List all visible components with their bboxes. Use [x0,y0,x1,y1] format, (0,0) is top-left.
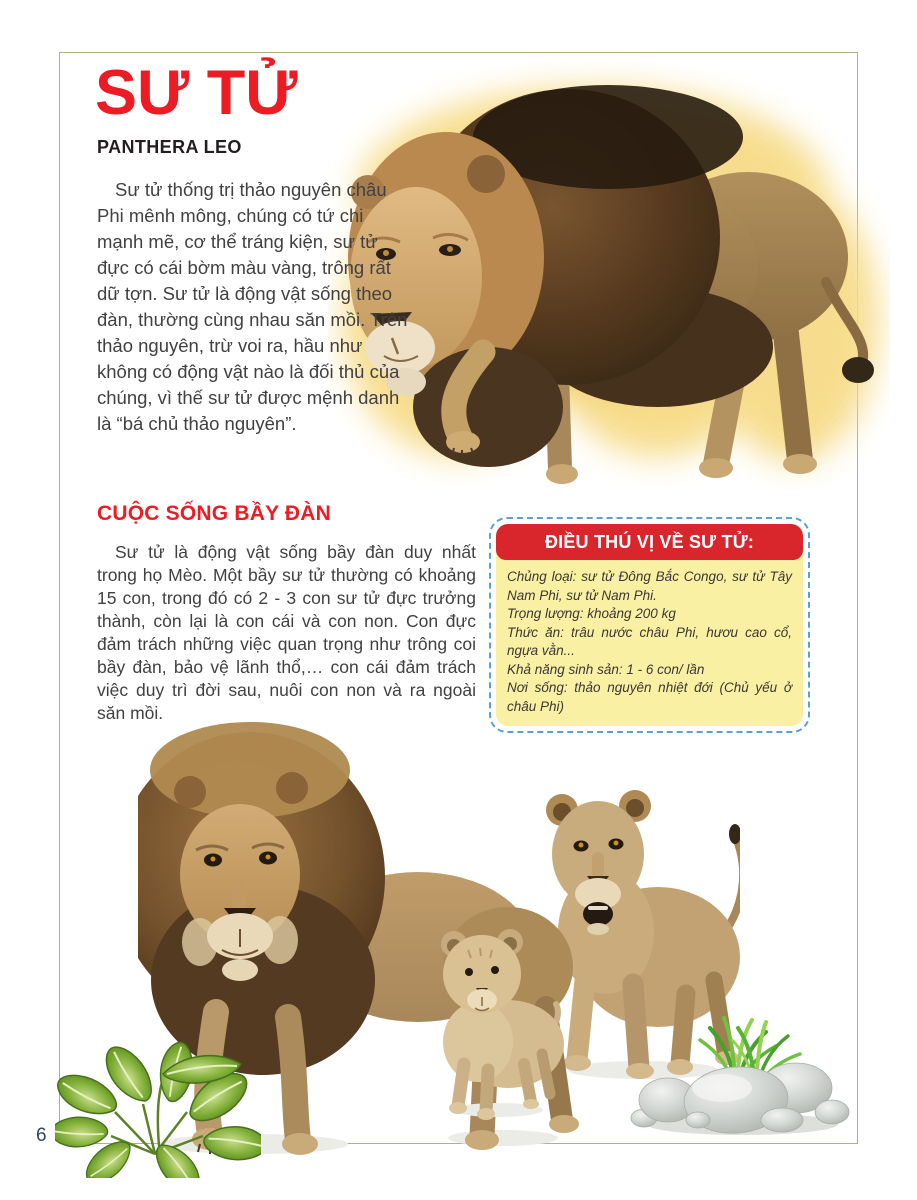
ear-icon [174,776,206,808]
ear-icon [467,155,505,193]
eye-icon [491,966,499,974]
fact-line: Khả năng sinh sản: 1 - 6 con/ lần [507,661,705,677]
plant-illustration [55,1016,261,1178]
section-heading: CUỘC SỐNG BẦY ĐÀN [97,502,332,525]
open-mouth [583,902,613,926]
fact-line: Thức ăn: trâu nước châu Phi, hươu cao cổ, ngựa vằn... [507,624,792,658]
page-number: 6 [36,1125,47,1146]
fact-box-title: ĐIỀU THÚ VỊ VỀ SƯ TỬ: [496,524,803,560]
fact-line: Chủng loại: sư tử Đông Bắc Congo, sư tử Tây Nam Phi, sư tử Nam Phi. [507,569,792,603]
fact-box-panel [496,524,803,726]
chin [222,959,258,981]
grass-and-rocks-illustration [624,998,866,1144]
eye-icon [465,968,473,976]
ear-icon [276,772,308,804]
tail-tuft [842,357,874,383]
fact-line: Nơi sống: thảo nguyên nhiệt đới (Chủ yếu ở châu Phi) [507,680,792,714]
fact-box [489,517,810,733]
species-name: PANTHERA LEO [97,137,242,157]
fact-line: Trọng lượng: khoảng 200 kg [507,606,676,621]
intro-paragraph: Sư tử thống trị thảo nguyên châu Phi mênh mông, chúng có tứ chi mạnh mẽ, cơ thể tráng kiện, sư tử đực có cái bờm màu vàng, trông rất dữ tợn. Sư tử là động vật sống theo đàn, thường cùng nhau săn mồi. Trên thảo nguyên, trừ voi ra, hầu như không có động vật nào là đối thủ của chúng, vì thế sư tử được mệnh danh là “bá chủ thảo nguyên”. [97,179,408,434]
page-title: SƯ TỬ [95,58,298,128]
section-paragraph: Sư tử là động vật sống bầy đàn duy nhất trong họ Mèo. Một bầy sư tử thường có khoảng 15 con, trong đó có 2 - 3 con sư tử đực trưởng thành, còn lại là con cái và con non. Con đực đảm trách những việc quan trọng như trông coi bầy đàn, bảo vệ lãnh thổ,… con cái đảm trách việc duy trì đời sau, nuôi con non và ra ngoài săn mồi. [97,542,476,723]
fact-box-body [496,560,803,726]
